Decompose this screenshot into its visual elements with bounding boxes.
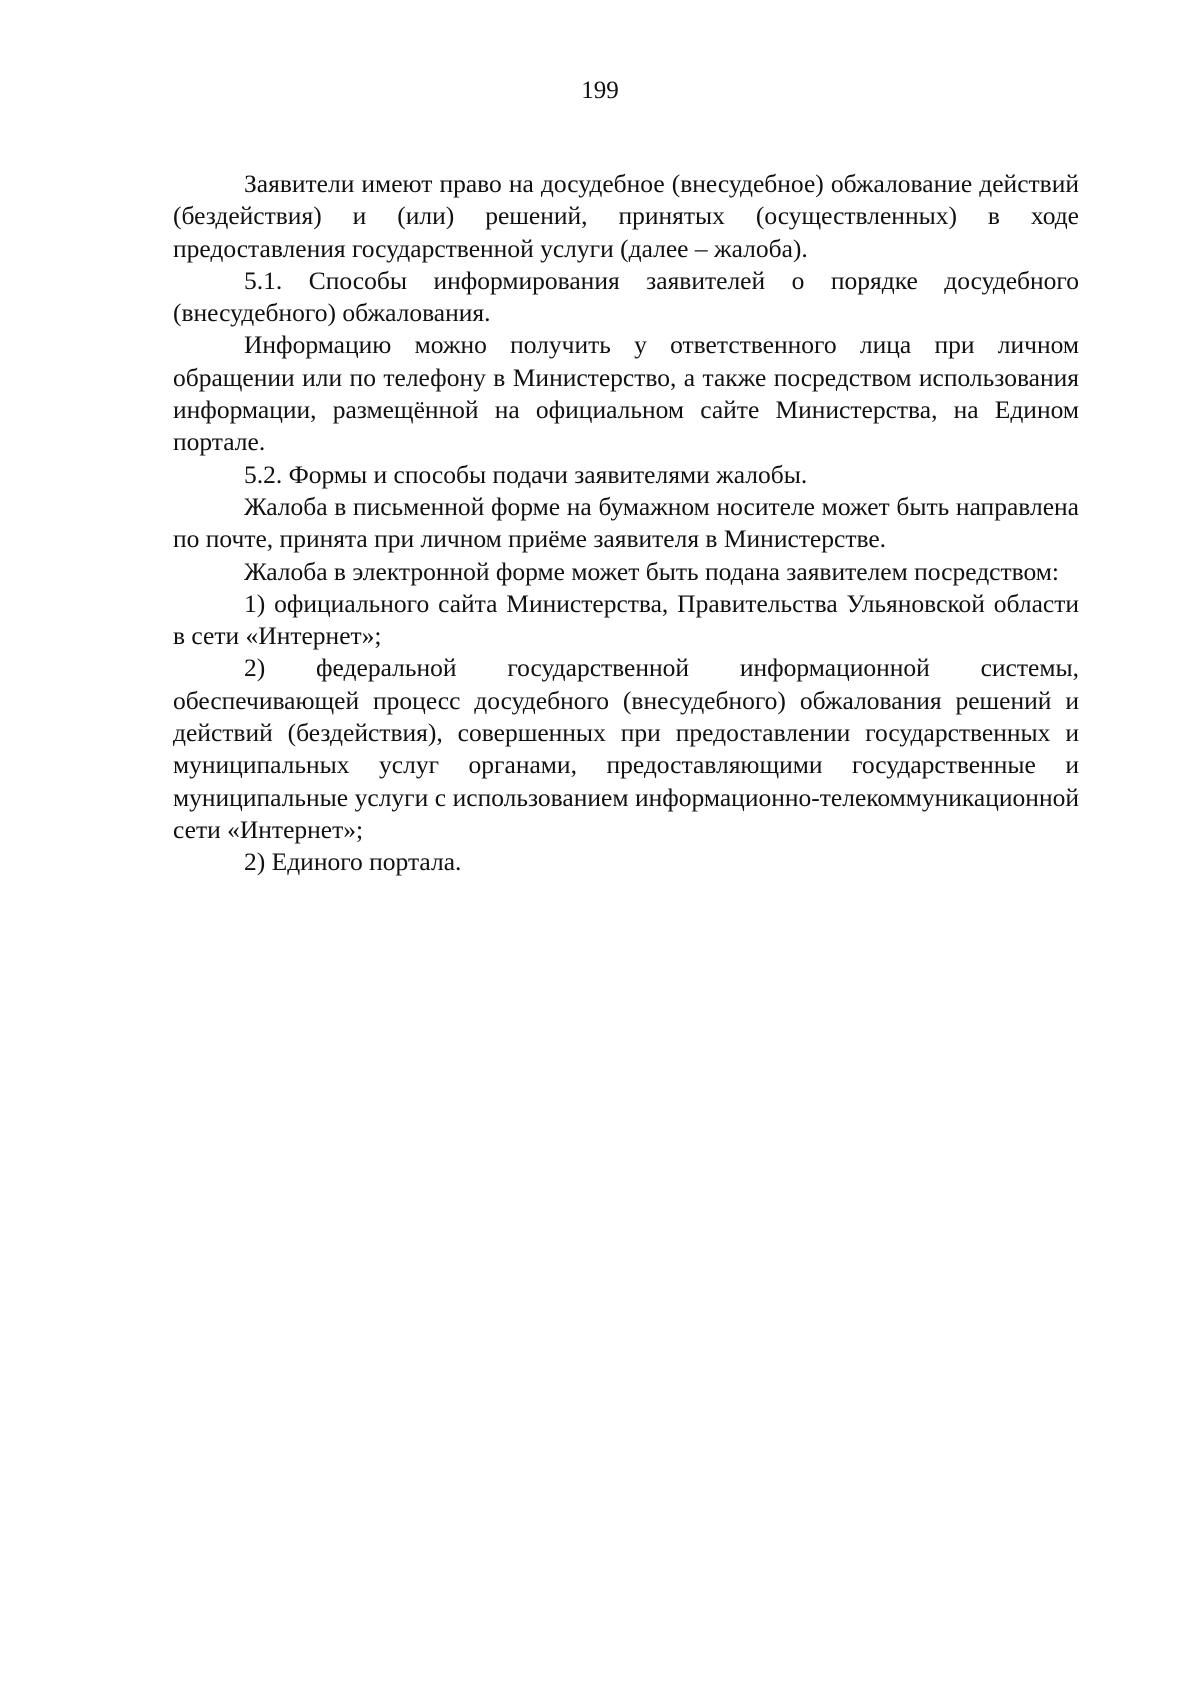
- paragraph-paper-complaint: Жалоба в письменной форме на бумажном носителе может быть направлена по почте, принята при личном приёме заявителя в Министерстве.: [173, 491, 1079, 554]
- list-item-official-site: 1) официального сайта Министерства, Правительства Ульяновской области в сети «Интернет»;: [173, 588, 1079, 651]
- list-item-unified-portal: 2) Единого портала.: [244, 847, 462, 877]
- list-item-federal-system: 2) федеральной государственной информационной системы, обеспечивающей процесс досудебного (внесудебного) обжалования решений и действий (бездействия), совершенных при предоставлении государственных и муниципальных услуг органами, предоставляющими государственные и муниципальные услуги с использованием информационно-телекоммуникационной сети «Интернет»;: [173, 653, 1079, 844]
- document-body: [173, 168, 1079, 879]
- paragraph-information-sources: Информацию можно получить у ответственного лица при личном обращении или по телефону в Министерство, а также посредством использования информации, размещённой на официальном сайте Министерства, на Едином портале.: [173, 330, 1079, 457]
- paragraph-appeal-right: Заявители имеют право на досудебное (внесудебное) обжалование действий (бездействия) и (или) решений, принятых (осуществленных) в ходе предоставления государственной услуги (далее – жалоба).: [173, 169, 1079, 263]
- paragraph-section-5-2: 5.2. Формы и способы подачи заявителями жалобы.: [244, 459, 808, 489]
- paragraph-section-5-1: 5.1. Способы информирования заявителей о порядке досудебного (внесудебного) обжалования.: [173, 265, 1079, 328]
- page-number: 199: [581, 77, 619, 104]
- paragraph-electronic-complaint: Жалоба в электронной форме может быть подана заявителем посредством:: [244, 556, 1059, 586]
